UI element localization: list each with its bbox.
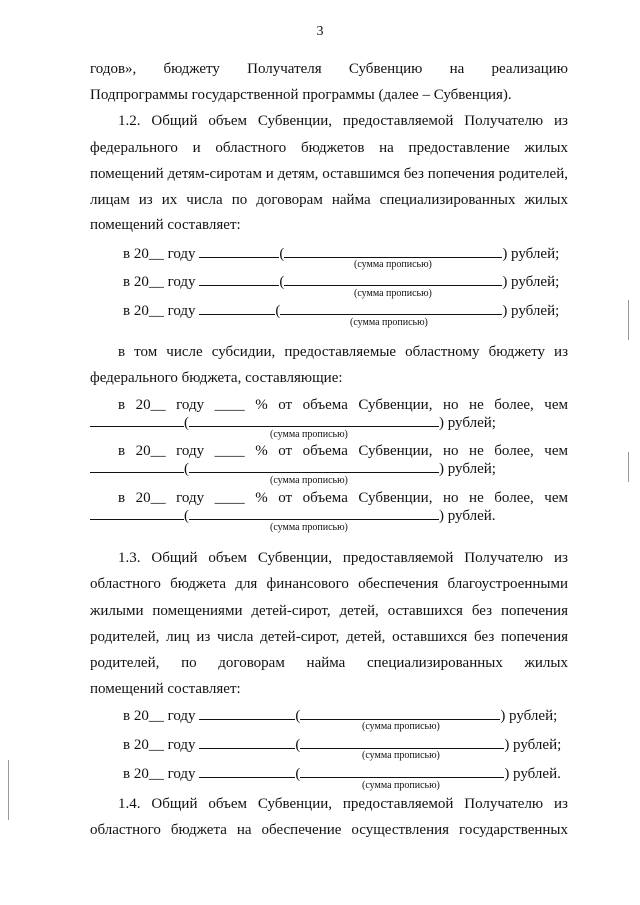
amount-blank [199,705,295,720]
open-paren: ( [275,303,281,319]
paragraph-line: федерального и областного бюджетов на предоставление жилых [90,140,568,156]
rubles-label: ) рублей; [502,246,560,262]
caption-amount-in-words: (сумма прописью) [270,429,348,440]
open-paren: ( [295,708,301,724]
amount-words-blank [300,734,504,749]
amount-row [123,300,559,320]
amount-words-blank [189,505,439,520]
percent-row: в 20__ году ____ % от объема Субвенции, но не более, чем [118,443,568,459]
open-paren: ( [279,246,285,262]
rubles-label: ) рублей. [439,508,496,524]
amount-row [123,705,557,725]
rubles-label: ) рублей. [504,766,561,782]
caption-amount-in-words: (сумма прописью) [362,721,440,732]
amount-words-blank [284,271,502,286]
open-paren: ( [184,415,189,431]
rubles-label: ) рублей; [504,737,562,753]
amount-blank [199,271,279,286]
year-label: в 20__ году [123,737,196,753]
amount-blank [199,734,295,749]
open-paren: ( [295,737,301,753]
caption-amount-in-words: (сумма прописью) [354,288,432,299]
amount-words-blank [189,458,439,473]
rubles-label: ) рублей; [439,461,496,477]
year-label: в 20__ году [123,766,196,782]
paragraph-line: помещений детям-сиротам и детям, оставшимся без попечения родителей, [90,166,568,182]
open-paren: ( [279,274,285,290]
open-paren: ( [295,766,301,782]
paragraph-line: годов», бюджету Получателя Субвенцию на реализацию [90,61,568,77]
amount-row [123,734,561,754]
scan-edge-mark [628,452,629,482]
paragraph-line: в том числе субсидии, предоставляемые областному бюджету из [118,344,568,360]
caption-amount-in-words: (сумма прописью) [362,780,440,791]
paragraph-line: помещений составляет: [90,217,241,233]
percent-row: в 20__ году ____ % от объема Субвенции, но не более, чем [118,490,568,506]
amount-blank [90,505,184,520]
caption-amount-in-words: (сумма прописью) [270,475,348,486]
page-number: 3 [316,24,324,39]
amount-words-blank [280,300,502,315]
year-label: в 20__ году [123,303,196,319]
amount-words-blank [300,705,500,720]
caption-amount-in-words: (сумма прописью) [350,317,428,328]
amount-words-blank [284,243,502,258]
caption-amount-in-words: (сумма прописью) [354,259,432,270]
section-1-3-heading: 1.3. Общий объем Субвенции, предоставляемой Получателю из [118,550,568,566]
rubles-label: ) рублей; [502,274,560,290]
year-label: в 20__ году [123,246,196,262]
scan-edge-mark [628,300,629,340]
rubles-label: ) рублей; [439,415,496,431]
amount-blank [90,412,184,427]
year-label: в 20__ году [123,708,196,724]
paragraph-line: федерального бюджета, составляющие: [90,370,343,386]
amount-row [123,243,559,263]
paragraph-line: Подпрограммы государственной программы (далее – Субвенция). [90,87,512,103]
paragraph-line: помещений составляет: [90,681,241,697]
open-paren: ( [184,508,189,524]
paragraph-line: родителей, по договорам найма специализированных жилых [90,655,568,671]
year-label: в 20__ году [123,274,196,290]
amount-blank [199,300,275,315]
paragraph-line: лицам из их числа по договорам найма специализированных жилых [90,192,568,208]
amount-words-blank [300,763,504,778]
rubles-label: ) рублей; [500,708,558,724]
amount-blank [199,763,295,778]
amount-blank [199,243,279,258]
amount-row [123,271,559,291]
rubles-label: ) рублей; [502,303,560,319]
caption-amount-in-words: (сумма прописью) [270,522,348,533]
open-paren: ( [184,461,189,477]
scan-edge-mark [8,760,9,820]
section-1-4-heading: 1.4. Общий объем Субвенции, предоставляемой Получателю из [118,796,568,812]
section-1-2-heading: 1.2. Общий объем Субвенции, предоставляемой Получателю из [118,113,568,129]
percent-row: в 20__ году ____ % от объема Субвенции, но не более, чем [118,397,568,413]
amount-blank [90,458,184,473]
paragraph-line: областного бюджета для финансового обеспечения благоустроенными [90,576,568,592]
amount-row [123,763,561,783]
paragraph-line: родителей, лиц из числа детей-сирот, детей, оставшихся без попечения [90,629,568,645]
amount-words-blank [189,412,439,427]
caption-amount-in-words: (сумма прописью) [362,750,440,761]
paragraph-line: жилыми помещениями детей-сирот, детей, оставшихся без попечения [90,603,568,619]
paragraph-line: областного бюджета на обеспечение осуществления государственных [90,822,568,838]
